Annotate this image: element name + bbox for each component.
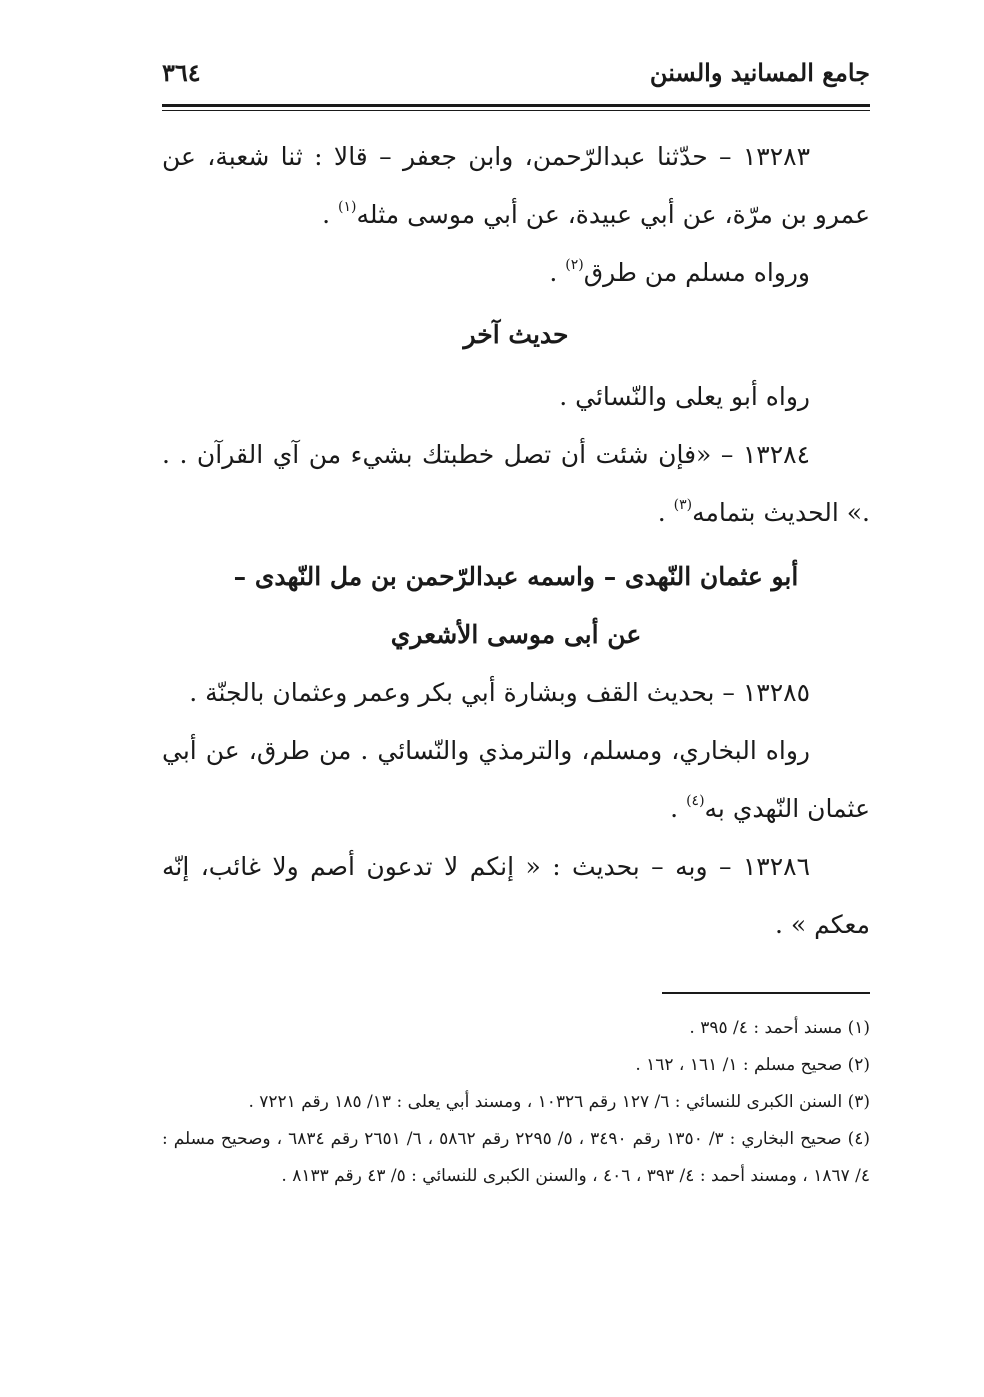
hadith-13284 xyxy=(162,426,870,542)
running-header xyxy=(162,52,870,100)
footnote-3-line1: (٣) السنن الكبرى للنسائي : ٦/ ١٢٧ رقم ١٠٣٢٦ ، ومسند أبي يعلى : ١٣/ ١٨٥ رقم xyxy=(301,1092,870,1112)
footnote-4 xyxy=(162,1121,870,1195)
footnote-3-line2: ٧٢٢١ . xyxy=(248,1092,296,1112)
narration-note-2: رواه أبو يعلى والنّسائي . xyxy=(559,382,810,411)
footnote-ref-2: (٢) xyxy=(565,257,584,273)
header-rule-thin xyxy=(162,110,870,111)
hadith-13284-line2: الحديث بتمامه xyxy=(692,498,839,527)
footnote-ref-3: (٣) xyxy=(673,497,693,513)
footnote-ref-1: (١) xyxy=(338,199,357,215)
page-number: ٣٦٤ xyxy=(162,58,201,87)
narration-note-3 xyxy=(162,722,870,838)
book-title: جامع المسانيد والسنن xyxy=(649,58,870,87)
footnote-4-line1: (٤) صحيح البخاري : ٣/ ١٣٥٠ رقم ٣٤٩٠ ، ٥/ ٢٢٩٥ رقم ٥٨٦٢ ، ٦/ ٢٦٥١ رقم xyxy=(330,1129,870,1149)
footnote-3 xyxy=(162,1084,870,1121)
hadith-13285: ١٣٢٨٥ – بحديث القف وبشارة أبي بكر وعمر وعثمان بالجنّة . xyxy=(189,678,810,707)
hadith-13284-end: . xyxy=(657,498,674,527)
narration-note-3-end: . xyxy=(670,794,687,823)
footnote-4-line2: ٦٨٣٤ ، وصحيح مسلم : ٤/ ١٨٦٧ ، ومسند أحمد : ٤/ ٣٩٣ ، ٤٠٦ ، والسنن الكبرى xyxy=(162,1129,870,1186)
footnote-4-line3: للنسائي : ٥/ ٤٣ رقم ٨١٣٣ . xyxy=(281,1166,478,1186)
section-heading-abu-uthman-line1: أبو عثمان النّهدى – واسمه عبدالرّحمن بن مل النّهدى – xyxy=(233,562,799,591)
hadith-13286 xyxy=(162,838,870,954)
hadith-13283-line1: ١٣٢٨٣ – حدّثنا عبدالرّحمن، وابن جعفر – قالا : ثنا شعبة، عن xyxy=(162,142,810,171)
book-page xyxy=(162,0,870,1397)
footnotes xyxy=(162,1010,870,1195)
section-heading-hadith-akhar: حديث آخر xyxy=(463,320,569,349)
hadith-13286-line1: ١٣٢٨٦ – وبه – بحديث : « إنكم لا تدعون أصم ولا غائب، إنّه xyxy=(162,852,810,881)
hadith-13283 xyxy=(162,128,870,244)
narration-note-1 xyxy=(162,244,870,302)
hadith-13286-line2: معكم » . xyxy=(774,910,870,939)
footnote-1: (١) مسند أحمد : ٤/ ٣٩٥ . xyxy=(689,1018,870,1038)
narration-note-3-line2: عثمان النّهدي به xyxy=(704,794,870,823)
hadith-13283-line2: عمرو بن مرّة، عن أبي عبيدة، عن أبي موسى مثله xyxy=(356,200,870,229)
narration-note-3-line1: رواه البخاري، ومسلم، والترمذي والنّسائي . من طرق، عن أبي xyxy=(162,736,810,765)
hadith-13283-end: . xyxy=(322,200,339,229)
footnote-2: (٢) صحيح مسلم : ١/ ١٦١ ، ١٦٢ . xyxy=(635,1055,870,1075)
hadith-13284-line1: ١٣٢٨٤ – «فإن شئت أن تصل خطبتك بشيء من آي القرآن . . .» xyxy=(162,440,870,527)
narration-note-1-text: ورواه مسلم من طرق xyxy=(583,258,810,287)
narration-note-1-end: . xyxy=(549,258,566,287)
footnote-ref-4: (٤) xyxy=(686,793,705,809)
footnote-separator xyxy=(662,992,870,994)
header-rule xyxy=(162,104,870,107)
main-text xyxy=(162,128,870,954)
section-heading-abu-uthman-line2: عن أبى موسى الأشعري xyxy=(390,620,642,649)
